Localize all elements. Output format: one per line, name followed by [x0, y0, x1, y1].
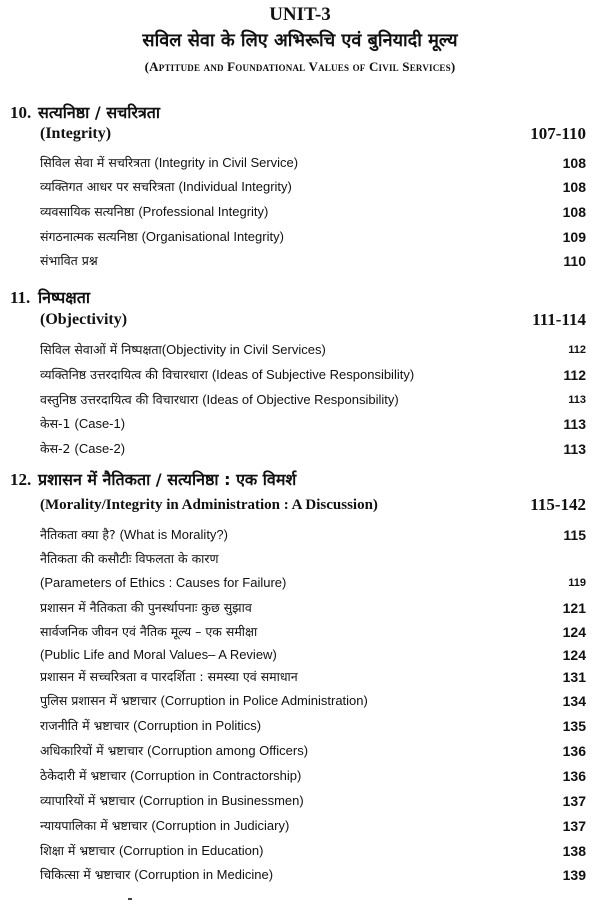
chapter-subheading: [0, 122, 600, 146]
entry-english: (Objectivity in Civil Services): [161, 342, 326, 357]
toc-entry[interactable]: [0, 621, 600, 643]
entry-hindi: राजनीति में भ्रष्टाचार: [40, 718, 134, 733]
chapter-heading: [0, 286, 600, 310]
entry-page: 138: [562, 843, 586, 859]
entry-page: 113: [563, 416, 586, 432]
entry-hindi: नैतिकता क्या है?: [40, 527, 120, 542]
entry-hindi: व्यवसायिक सत्यनिष्ठा: [40, 204, 139, 219]
entry-page: 121: [562, 600, 586, 616]
toc-entry[interactable]: [0, 644, 600, 666]
entry-english: (What is Morality?): [119, 527, 228, 542]
entry-page: 113: [563, 441, 586, 457]
entry-english: (Individual Integrity): [178, 179, 292, 194]
chapter-number: 12.: [10, 470, 32, 489]
entry-hindi: व्यापारियों में भ्रष्टाचार: [40, 793, 139, 808]
entry-page: 109: [562, 229, 586, 245]
chapter-page-range: 107-110: [530, 124, 586, 143]
toc-entry[interactable]: [0, 715, 600, 737]
chapter-title-english: (Morality/Integrity in Administration : A Discussion): [40, 497, 378, 513]
toc-entry[interactable]: [0, 524, 600, 546]
entry-english: (Corruption in Politics): [133, 718, 262, 733]
entry-page: 108: [562, 179, 586, 195]
entry-hindi: सिविल सेवा में सचरित्रता: [40, 155, 155, 170]
entry-english: (Corruption in Education): [118, 843, 264, 858]
chapter-number: 10.: [10, 103, 32, 122]
chapter-title-english: (Integrity): [40, 125, 112, 142]
toc-entry[interactable]: [0, 364, 600, 386]
entry-page: 108: [562, 155, 586, 171]
toc-entry[interactable]: [0, 690, 600, 712]
toc-entry[interactable]: [0, 339, 600, 361]
entry-page: 124: [562, 624, 586, 640]
entry-page: 135: [562, 718, 586, 734]
entry-hindi: पुलिस प्रशासन में भ्रष्टाचार: [40, 693, 161, 708]
chapter-subheading: [0, 308, 600, 332]
entry-english: (Integrity in Civil Service): [154, 155, 299, 170]
entry-english: (Ideas of Subjective Responsibility): [211, 367, 415, 382]
chapter-page-range: 111-114: [532, 310, 586, 329]
toc-entry[interactable]: [0, 572, 600, 594]
entry-english: (Public Life and Moral Values– A Review): [40, 647, 277, 662]
entry-english: (Corruption in Contractorship): [130, 768, 302, 783]
toc-entry[interactable]: [0, 666, 600, 688]
toc-entry[interactable]: [0, 389, 600, 411]
chapter-title-hindi: प्रशासन में नैतिकता / सत्यनिष्ठा : एक विमर्श: [38, 470, 297, 489]
toc-entry[interactable]: [0, 840, 600, 862]
entry-page: 115: [563, 527, 586, 543]
entry-page: 119: [568, 577, 586, 589]
toc-entry[interactable]: [0, 226, 600, 248]
toc-entry[interactable]: [0, 790, 600, 812]
print-mark: [128, 898, 132, 900]
entry-page: 137: [562, 793, 586, 809]
entry-hindi: प्रशासन में नैतिकता की पुनर्स्थापनाः कुछ सुझाव: [40, 600, 252, 615]
entry-english: (Corruption among Officers): [147, 743, 309, 758]
toc-entry[interactable]: [0, 201, 600, 223]
entry-page: 134: [562, 693, 586, 709]
entry-english: (Parameters of Ethics : Causes for Failure): [40, 575, 287, 590]
entry-english: (Corruption in Judiciary): [151, 818, 290, 833]
entry-page: 112: [568, 344, 586, 356]
entry-hindi: सार्वजनिक जीवन एवं नैतिक मूल्य – एक समीक्षा: [40, 624, 258, 639]
unit-label: UNIT-3: [269, 4, 331, 25]
entry-page: 110: [563, 253, 586, 269]
toc-entry[interactable]: [0, 548, 600, 570]
toc-entry[interactable]: [0, 864, 600, 886]
chapter-page-range: 115-142: [530, 495, 586, 514]
entry-hindi: न्यायपालिका में भ्रष्टाचार: [40, 818, 152, 833]
chapter-subheading: [0, 493, 600, 517]
entry-hindi: संगठनात्मक सत्यनिष्ठा: [40, 229, 142, 244]
entry-hindi: केस-1: [40, 416, 75, 431]
entry-hindi: शिक्षा में भ्रष्टाचार: [40, 843, 119, 858]
toc-entry[interactable]: [0, 250, 600, 272]
chapter-heading: [0, 468, 600, 492]
entry-page: 131: [562, 669, 586, 685]
entry-hindi: केस-2: [40, 441, 75, 456]
entry-page: 139: [562, 867, 586, 883]
entry-hindi: व्यक्तिनिष्ठ उत्तरदायित्व की विचारधारा: [40, 367, 212, 382]
entry-page: 136: [562, 743, 586, 759]
entry-hindi: ठेकेदारी में भ्रष्टाचार: [40, 768, 131, 783]
entry-english: (Case-2): [74, 441, 126, 456]
toc-entry[interactable]: [0, 152, 600, 174]
entry-english: (Ideas of Objective Responsibility): [202, 392, 399, 407]
entry-page: 112: [563, 367, 586, 383]
toc-entry[interactable]: [0, 740, 600, 762]
entry-hindi: चिकित्सा में भ्रष्टाचार: [40, 867, 135, 882]
entry-english: (Professional Integrity): [138, 204, 269, 219]
entry-english: (Corruption in Medicine): [134, 867, 274, 882]
entry-hindi: सिविल सेवाओं में निष्पक्षता: [40, 342, 162, 357]
toc-entry[interactable]: [0, 815, 600, 837]
toc-entry[interactable]: [0, 438, 600, 460]
unit-title-hindi: सविल सेवा के लिए अभिरूचि एवं बुनियादी मूल्य: [142, 30, 458, 51]
chapter-title-hindi: सत्यनिष्ठा / सचरित्रता: [38, 103, 161, 122]
chapter-title-english: (Objectivity): [40, 311, 128, 328]
entry-page: 113: [568, 394, 586, 406]
entry-english: (Corruption in Businessmen): [138, 793, 304, 808]
unit-title-english: (Aptitude and Foundational Values of Civil Services): [144, 59, 456, 74]
entry-english: (Corruption in Police Administration): [160, 693, 368, 708]
toc-entry[interactable]: [0, 176, 600, 198]
chapter-title-hindi: निष्पक्षता: [38, 288, 91, 307]
chapter-number: 11.: [10, 288, 31, 307]
toc-entry[interactable]: [0, 597, 600, 619]
entry-english: (Organisational Integrity): [141, 229, 284, 244]
entry-hindi: संभावित प्रश्न: [40, 253, 98, 268]
toc-entry[interactable]: [0, 413, 600, 435]
entry-hindi: व्यक्तिगत आधर पर सचरित्रता: [40, 179, 179, 194]
entry-english: (Case-1): [74, 416, 126, 431]
entry-hindi: अधिकारियों में भ्रष्टाचार: [40, 743, 148, 758]
entry-page: 136: [562, 768, 586, 784]
entry-hindi: नैतिकता की कसौटीः विफलता के कारण: [40, 551, 219, 566]
entry-hindi: वस्तुनिष्ठ उत्तरदायित्व की विचारधारा: [40, 392, 203, 407]
toc-entry[interactable]: [0, 765, 600, 787]
entry-page: 137: [562, 818, 586, 834]
entry-hindi: प्रशासन में सच्चरित्रता व पारदर्शिता : समस्या एवं समाधान: [40, 669, 298, 684]
entry-page: 108: [562, 204, 586, 220]
entry-page: 124: [562, 647, 586, 663]
